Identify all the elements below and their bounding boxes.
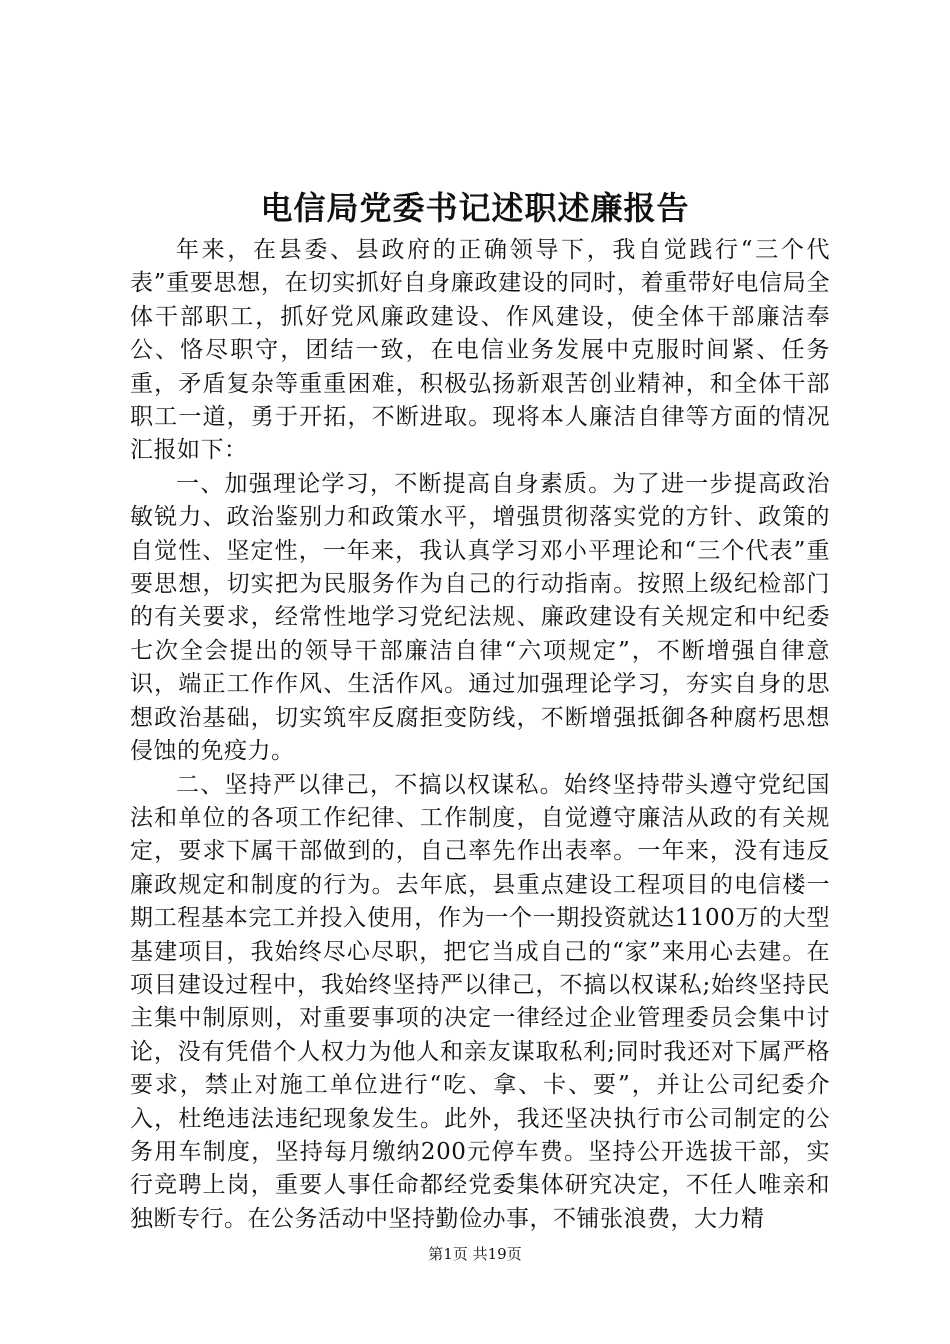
document-body (130, 234, 830, 1236)
paragraph-section-1: 一、加强理论学习，不断提高自身素质。为了进一步提高政治敏锐力、政治鉴别力和政策水平，增强贯彻落实党的方针、政策的自觉性、坚定性，一年来，我认真学习邓小平理论和“三个代表”重要思想，切实把为民服务作为自己的行动指南。按照上级纪检部门的有关要求，经常性地学习党纪法规、廉政建设有关规定和中纪委七次全会提出的领导干部廉洁自律“六项规定”，不断增强自律意识，端正工作作风、生活作风。通过加强理论学习，夯实自身的思想政治基础，切实筑牢反腐拒变防线，不断增强抵御各种腐朽思想侵蚀的免疫力。 (130, 470, 830, 765)
paragraph-section-2: 二、坚持严以律己，不搞以权谋私。始终坚持带头遵守党纪国法和单位的各项工作纪律、工作制度，自觉遵守廉洁从政的有关规定，要求下属干部做到的，自己率先作出表率。一年来，没有违反廉政规定和制度的行为。去年底，县重点建设工程项目的电信楼一期工程基本完工并投入使用，作为一个一期投资就达1100万的大型基建项目，我始终尽心尽职，把它当成自己的“家”来用心去建。在项目建设过程中，我始终坚持严以律己，不搞以权谋私;始终坚持民主集中制原则，对重要事项的决定一律经过企业管理委员会集中讨论，没有凭借个人权力为他人和亲友谋取私利;同时我还对下属严格要求，禁止对施工单位进行“吃、拿、卡、要”，并让公司纪委介入，杜绝违法违纪现象发生。此外，我还坚决执行市公司制定的公务用车制度，坚持每月缴纳200元停车费。坚持公开选拔干部，实行竞聘上岗，重要人事任命都经党委集体研究决定，不任人唯亲和独断专行。在公务活动中坚持勤俭办事，不铺张浪费，大力精 (130, 771, 830, 1232)
paragraph-intro: 年来，在县委、县政府的正确领导下，我自觉践行“三个代表”重要思想，在切实抓好自身廉政建设的同时，着重带好电信局全体干部职工，抓好党风廉政建设、作风建设，使全体干部廉洁奉公、恪尽职守，团结一致，在电信业务发展中克服时间紧、任务重，矛盾复杂等重重困难，积极弘扬新艰苦创业精神，和全体干部职工一道，勇于开拓，不断进取。现将本人廉洁自律等方面的情况汇报如下： (130, 237, 830, 464)
document-title: 电信局党委书记述职述廉报告 (260, 189, 690, 227)
page-number-footer: 第1页 共19页 (428, 1245, 522, 1263)
